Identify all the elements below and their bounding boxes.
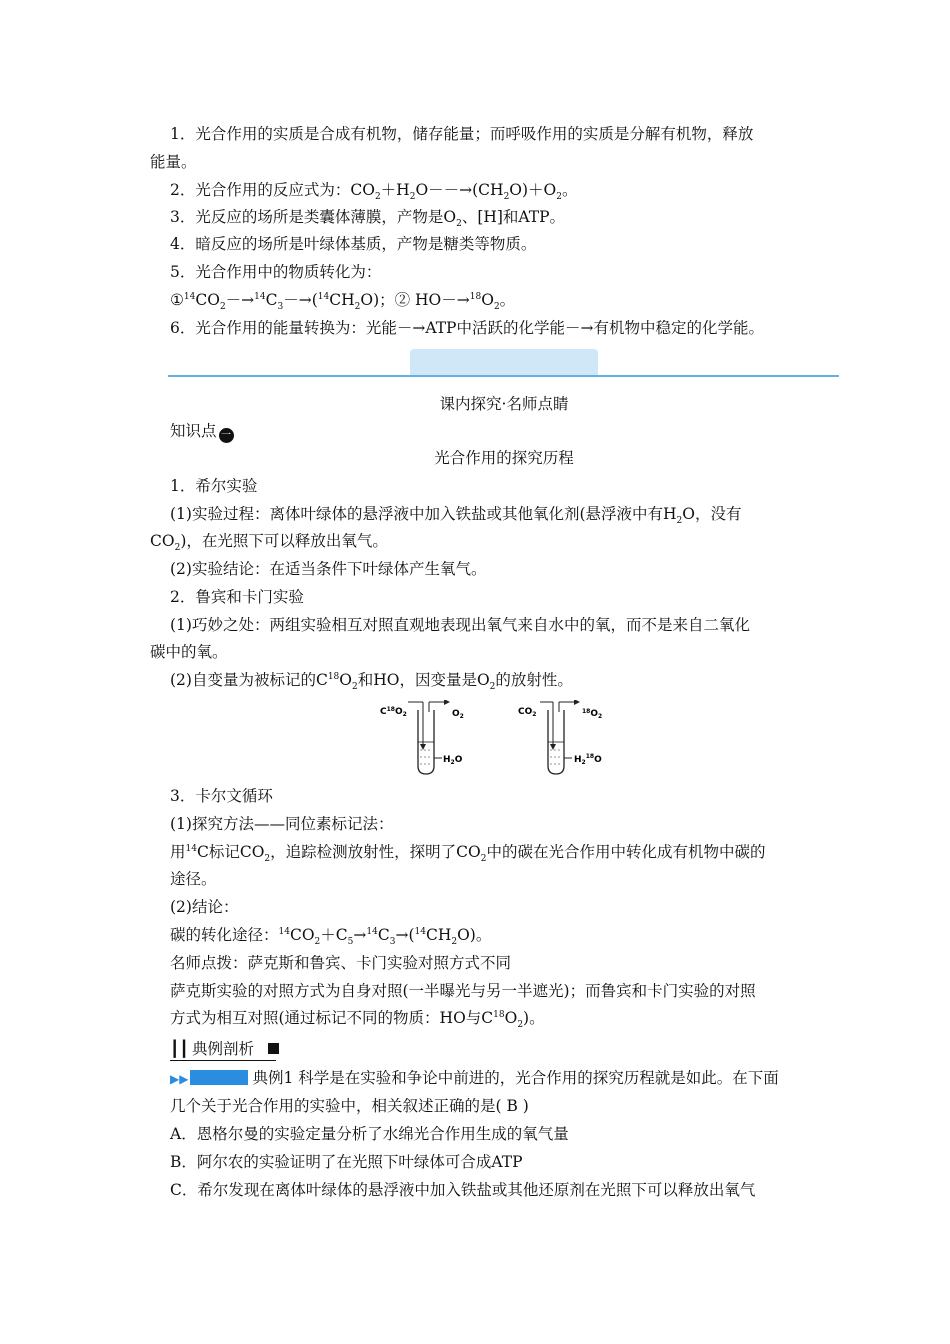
subscript: 2 <box>354 302 361 313</box>
calvin-method-cont <box>170 869 850 889</box>
summary-item-6 <box>170 318 850 338</box>
text: CO <box>289 926 315 944</box>
section-banner-line <box>168 375 839 377</box>
subscript: 2 <box>451 937 458 948</box>
text: 用 <box>170 843 186 861</box>
ruben-clever <box>170 615 850 635</box>
text: →( <box>395 926 415 944</box>
section-banner-tab <box>410 349 598 376</box>
text: (1)探究方法——同位素标记法： <box>170 815 394 833</box>
text: O，没有 <box>682 505 742 523</box>
hill-conclusion <box>170 559 850 579</box>
summary-item-5-formula <box>170 290 850 313</box>
ruben-clever-cont <box>150 642 830 662</box>
text: 2．光合作用的反应式为：CO <box>170 181 375 199</box>
subscript: 2 <box>409 192 416 203</box>
tip-detail <box>170 981 850 1001</box>
subscript: 2 <box>503 192 510 203</box>
example-question <box>170 1068 850 1089</box>
summary-item-2 <box>170 180 850 203</box>
option-a <box>170 1124 850 1144</box>
summary-item-5 <box>170 262 850 282</box>
text: 碳的转化途径： <box>170 926 279 944</box>
heading-underline <box>170 1060 276 1061</box>
subscript: 2 <box>556 192 562 203</box>
bars-icon: ┃┃ <box>170 1040 189 1058</box>
option-b <box>170 1152 850 1172</box>
double-arrow-icon: ▶▶ <box>170 1072 189 1086</box>
text: C．希尔发现在离体叶绿体的悬浮液中加入铁盐或其他还原剂在光照下可以释放出氧气 <box>170 1181 756 1199</box>
subscript: 5 <box>347 937 354 948</box>
summary-item-4 <box>170 234 850 254</box>
superscript: 18 <box>493 1009 505 1020</box>
text: 6．光合作用的能量转换为：光能－→ATP中活跃的化学能－→有机物中稳定的化学能。 <box>170 319 764 337</box>
text: －→( <box>283 291 318 309</box>
calvin-method-detail <box>170 842 850 865</box>
subscript: 3 <box>277 302 284 313</box>
text: 4．暗反应的场所是叶绿体基质，产物是糖类等物质。 <box>170 235 537 253</box>
superscript: 14 <box>366 926 378 937</box>
summary-item-1-cont <box>150 152 830 172</box>
text: 和HO，因变量是O <box>357 671 490 689</box>
text: 途径。 <box>170 870 217 888</box>
text: B．阿尔农的实验证明了在光照下叶绿体可合成ATP <box>170 1153 523 1171</box>
text: 名师点拨：萨克斯和鲁宾、卡门实验对照方式不同 <box>170 954 512 972</box>
subscript: 2 <box>352 682 358 693</box>
subscript: 2 <box>517 1020 524 1031</box>
text: (2)自变量为被标记的C <box>170 671 328 689</box>
superscript: 14 <box>278 926 290 937</box>
superscript: 14 <box>185 843 197 854</box>
text: －→ <box>225 291 255 309</box>
subscript: 2 <box>264 854 271 865</box>
text: 5．光合作用中的物质转化为： <box>170 263 382 281</box>
text: 几个关于光合作用的实验中，相关叙述正确的是( B ) <box>170 1097 529 1115</box>
text: C标记CO <box>196 843 265 861</box>
text: (2)结论： <box>170 898 239 916</box>
text: A．恩格尔曼的实验定量分析了水绵光合作用生成的氧气量 <box>170 1125 569 1143</box>
subscript: 2 <box>314 937 321 948</box>
subscript: 2 <box>174 543 181 554</box>
subscript: 2 <box>219 302 226 313</box>
section-title: 课内探究·名师点睛 <box>439 395 569 413</box>
text: C <box>265 291 278 309</box>
text: 知识点 <box>170 422 217 440</box>
text: O <box>339 671 352 689</box>
subscript: 2 <box>480 854 487 865</box>
text: O)。 <box>457 926 492 944</box>
superscript: 14 <box>254 291 266 302</box>
summary-item-1 <box>170 124 850 144</box>
left-water-label: $H_2O$ <box>443 755 463 766</box>
hill-process <box>170 504 850 527</box>
text: 方式为相互对照(通过标记不同的物质：HO与C <box>170 1009 494 1027</box>
topic-title: 光合作用的探究历程 <box>434 449 574 467</box>
teacher-tip <box>170 953 850 973</box>
text: 2．鲁宾和卡门实验 <box>170 588 304 606</box>
heading-ruben-kamen <box>170 587 850 607</box>
superscript: 18 <box>469 291 482 302</box>
example-section-heading <box>170 1039 279 1059</box>
text: 中的碳在光合作用中转化成有机物中碳的 <box>486 843 766 861</box>
right-output-label: $^{18}O_2$ <box>582 708 603 720</box>
text: O <box>481 291 494 309</box>
subscript: 2 <box>456 219 462 230</box>
text: 典例1 科学是在实验和争论中前进的，光合作用的探究历程就是如此。在下面 <box>252 1069 779 1087</box>
text: 的放射性。 <box>495 671 573 689</box>
text: (1)实验过程：离体叶绿体的悬浮液中加入铁盐或其他氧化剂(悬浮液中有H <box>170 505 677 523</box>
superscript: 14 <box>183 291 196 302</box>
left-input-label: $C^{18}O_2$ <box>380 706 407 718</box>
text: 3．光反应的场所是类囊体薄膜，产物是O <box>170 208 457 226</box>
example-tag-badge <box>190 1070 248 1085</box>
option-c <box>170 1180 850 1200</box>
text: O <box>504 1009 518 1027</box>
heading-calvin <box>170 786 850 806</box>
text: 、[H]和ATP。 <box>461 208 566 226</box>
text: )。 <box>523 1009 545 1027</box>
subscript: 2 <box>489 682 496 693</box>
knowledge-number-badge: 一 <box>219 428 234 443</box>
text: )，在光照下可以释放出氧气。 <box>180 532 388 550</box>
text: 。 <box>562 181 578 199</box>
text: 1．光合作用的实质是合成有机物，储存能量；而呼吸作用的实质是分解有机物，释放 <box>170 125 754 143</box>
text: O－－→(CH <box>415 181 504 199</box>
square-icon <box>268 1043 279 1054</box>
left-output-label: $O_2$ <box>452 709 464 720</box>
superscript: 14 <box>414 926 426 937</box>
test-tube-diagram <box>378 700 628 780</box>
superscript: 14 <box>317 291 330 302</box>
text: O)；② HO－→ <box>360 291 470 309</box>
text: → <box>353 926 367 944</box>
subscript: 2 <box>374 192 381 203</box>
superscript: 18 <box>327 671 340 682</box>
text: (2)实验结论：在适当条件下叶绿体产生氧气。 <box>170 560 487 578</box>
calvin-conclusion <box>170 897 850 917</box>
heading-hill <box>170 476 850 496</box>
text: O)＋O <box>509 181 557 199</box>
text: CO <box>150 532 175 550</box>
example-question-cont <box>170 1096 850 1116</box>
hill-process-cont <box>150 531 830 554</box>
ruben-variables <box>170 670 850 693</box>
text: 碳中的氧。 <box>150 643 228 661</box>
text: 3．卡尔文循环 <box>170 787 273 805</box>
text: 典例剖析 <box>192 1040 255 1058</box>
text: ＋H <box>380 181 410 199</box>
summary-item-3 <box>170 207 850 230</box>
knowledge-point-label <box>170 421 850 443</box>
text: 萨克斯实验的对照方式为自身对照(一半曝光与另一半遮光)；而鲁宾和卡门实验的对照 <box>170 982 756 1000</box>
carbon-pathway <box>170 925 850 948</box>
text: CH <box>329 291 355 309</box>
text: 。 <box>499 291 516 309</box>
subscript: 3 <box>389 937 396 948</box>
tip-detail-cont <box>170 1008 850 1031</box>
text: 能量。 <box>150 153 197 171</box>
text: ＋C <box>320 926 348 944</box>
text: 1．希尔实验 <box>170 477 258 495</box>
right-water-label: $H_2^{18}O$ <box>574 753 602 766</box>
text: ① <box>170 291 184 309</box>
text: C <box>377 926 390 944</box>
text: ，追踪检测放射性，探明了CO <box>270 843 481 861</box>
right-input-label: $CO_2$ <box>518 707 537 718</box>
text: CO <box>195 291 220 309</box>
subscript: 2 <box>493 302 500 313</box>
subscript: 2 <box>676 516 683 527</box>
text: CH <box>425 926 452 944</box>
text: (1)巧妙之处：两组实验相互对照直观地表现出氧气来自水中的氧，而不是来自二氧化 <box>170 616 750 634</box>
calvin-method <box>170 814 850 834</box>
